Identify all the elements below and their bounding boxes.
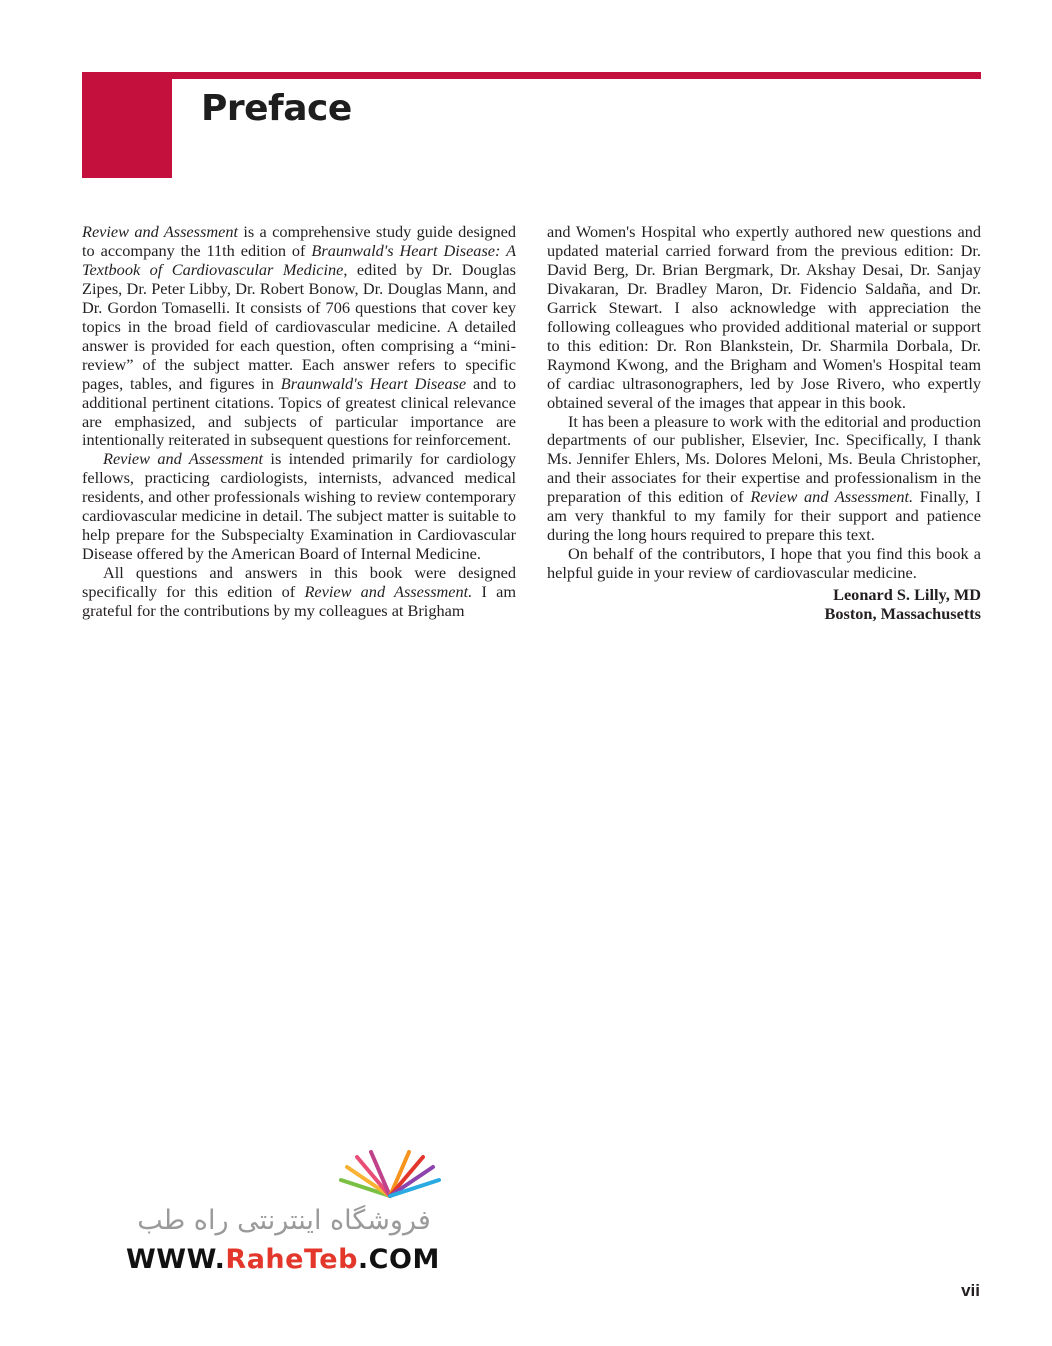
- author-name: Leonard S. Lilly, MD: [833, 585, 981, 605]
- author-location: Boston, Massachusetts: [824, 604, 981, 624]
- watermark-persian-text: فروشگاه اینترنتی راه طب: [137, 1205, 431, 1236]
- watermark: [120, 1150, 450, 1285]
- header-accent-block: [82, 72, 172, 178]
- paragraph: It has been a pleasure to work with the editorial and production departments of our publisher, Elsevier, Inc. Specifically, I thank Ms. Jennifer Ehlers, Ms. Dolores Meloni, Ms. Beula Christopher, and their associates for their expertise and professionalism in the preparation of this edition of Review and Assessment. Finally, I am very thankful to my family for their support and patience during the long hours required to prepare this text.: [547, 411, 981, 545]
- signature: [547, 585, 981, 623]
- watermark-url: WWW.RaheTeb.COM: [126, 1244, 440, 1275]
- page-title: Preface: [201, 88, 352, 129]
- paragraph: All questions and answers in this book were designed specifically for this edition of Review and Assessment. I am grateful for the contributions by my colleagues at Brigham: [82, 563, 517, 621]
- paragraph: Review and Assessment is intended primarily for cardiology fellows, practicing cardiologists, internists, advanced medical residents, and other professionals wishing to review contemporary cardiovascular medicine in detail. The subject matter is suitable to help prepare for the Subspecialty Examination in Cardiovascular Disease offered by the American Board of Internal Medicine.: [82, 449, 516, 564]
- open-book-rainbow-icon: [335, 1150, 445, 1202]
- right-column: [547, 223, 981, 623]
- paragraph: and Women's Hospital who expertly authored new questions and updated material carried forward from the previous edition: Dr. David Berg, Dr. Brian Bergmark, Dr. Akshay Desai, Dr. Sanjay Divakaran, Dr. Bradley Maron, Dr. Fidencio Saldaña, and Dr. Garrick Stewart. I also acknowledge with appreciation the following colleagues who provided additional material or support to this edition: Dr. Ron Blankstein, Dr. Sharmila Dorbala, Dr. Raymond Kwong, and the Brigham and Women's Hospital team of cardiac ultrasonographers, led by Jose Rivero, who expertly obtained several of the images that appear in this book.: [547, 222, 981, 412]
- paragraph: Review and Assessment is a comprehensive study guide designed to accompany the 11th edition of Braunwald's Heart Disease: A Textbook of Cardiovascular Medicine, edited by Dr. Douglas Zipes, Dr. Peter Libby, Dr. Robert Bonow, Dr. Douglas Mann, and Dr. Gordon Tomaselli. It consists of 706 questions that cover key topics in the broad field of cardiovascular medicine. A detailed answer is provided for each question, often comprising a “mini-review” of the subject matter. Each answer refers to specific pages, tables, and figures in Braunwald's Heart Disease and to additional pertinent citations. Topics of greatest clinical relevance are emphasized, and subjects of particular importance are intentionally reiterated in subsequent questions for reinforcement.: [82, 222, 517, 450]
- page-number: vii: [961, 1281, 980, 1300]
- paragraph: On behalf of the contributors, I hope that you find this book a helpful guide in your review of cardiovascular medicine.: [547, 544, 981, 583]
- left-column: [82, 223, 516, 621]
- header-rule: [82, 72, 981, 79]
